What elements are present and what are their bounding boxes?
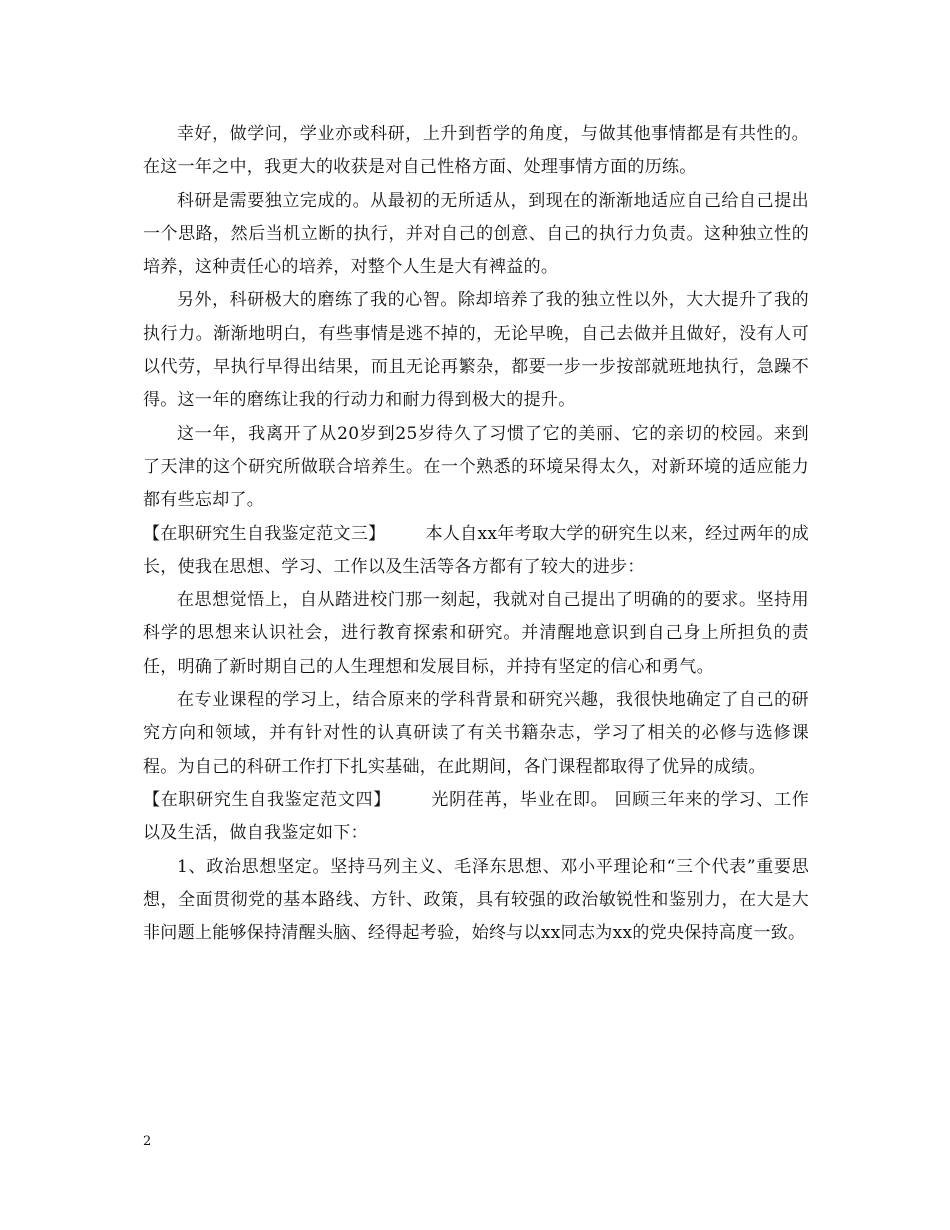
page-number: 2 bbox=[143, 1134, 152, 1149]
paragraph-3: 另外，科研极大的磨练了我的心智。除却培养了我的独立性以外，大大提升了我的执行力。渐渐地明白，有些事情是逃不掉的，无论早晚，自己去做并且做好，没有人可以代劳，早执行早得出结果，而且无论再繁杂，都要一步一步按部就班地执行，急躁不得。这一年的磨练让我的行动力和耐力得到极大的提升。 bbox=[143, 290, 809, 411]
section-intro-4: 光阴荏苒，毕业在即。 回顾三年来的学习、工作以及生活，做自我鉴定如下： bbox=[143, 789, 809, 844]
section-heading-4 bbox=[143, 784, 809, 851]
document-body bbox=[143, 118, 809, 950]
paragraph-2: 科研是需要独立完成的。从最初的无所适从，到现在的渐渐地适应自己给自己提出一个思路，然后当机立断的执行，并对自己的创意、自己的执行力负责。这种独立性的培养，这种责任心的培养，对整个人生是大有裨益的。 bbox=[143, 190, 809, 278]
section-heading-3 bbox=[143, 518, 809, 585]
paragraph-4: 这一年，我离开了从20岁到25岁待久了习惯了它的美丽、它的亲切的校园。来到了天津的这个研究所做联合培养生。在一个熟悉的环境呆得太久，对新环境的适应能力都有些忘却了。 bbox=[143, 423, 809, 511]
paragraph-1: 幸好，做学问，学业亦或科研，上升到哲学的角度，与做其他事情都是有共性的。在这一年之中，我更大的收获是对自己性格方面、处理事情方面的历练。 bbox=[143, 124, 809, 178]
paragraph-7: 1、政治思想坚定。坚持马列主义、毛泽东思想、邓小平理论和“三个代表”重要思想，全面贯彻党的基本路线、方针、政策，具有较强的政治敏锐性和鉴别力，在大是大非问题上能够保持清醒头脑、经得起考验，始终与以xx同志为xx的党央保持高度一致。 bbox=[143, 856, 809, 944]
paragraph-6: 在专业课程的学习上，结合原来的学科背景和研究兴趣，我很快地确定了自己的研究方向和领域，并有针对性的认真研读了有关书籍杂志，学习了相关的必修与选修课程。为自己的科研工作打下扎实基础，在此期间，各门课程都取得了优异的成绩。 bbox=[143, 690, 809, 777]
section-title-3: 【在职研究生自我鉴定范文三】 bbox=[143, 523, 386, 544]
paragraph-5: 在思想觉悟上，自从踏进校门那一刻起，我就对自己提出了明确的的要求。坚持用科学的思想来认识社会，进行教育探索和研究。并清醒地意识到自己身上所担负的责任，明确了新时期自己的人生理想和发展目标，并持有坚定的信心和勇气。 bbox=[143, 590, 809, 677]
section-title-4: 【在职研究生自我鉴定范文四】 bbox=[143, 789, 391, 810]
section-intro-3: 本人自xx年考取大学的研究生以来，经过两年的成长，使我在思想、学习、工作以及生活等各方都有了较大的进步： bbox=[143, 523, 809, 577]
